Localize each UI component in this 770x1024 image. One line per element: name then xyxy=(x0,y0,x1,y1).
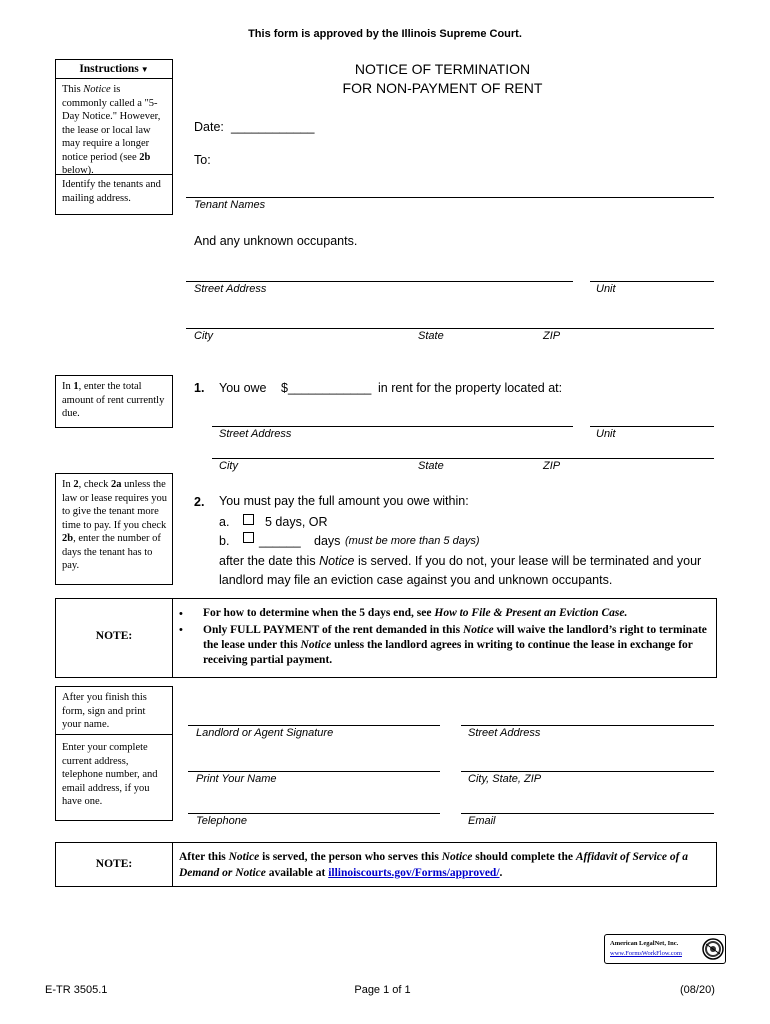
signature-label: Landlord or Agent Signature xyxy=(196,727,334,739)
note-2-divider xyxy=(172,843,173,886)
note-2-label: NOTE: xyxy=(95,858,133,870)
street-address-label-2: Street Address xyxy=(219,428,292,440)
instructions-text-4a: After you finish this form, sign and print your name. xyxy=(56,687,172,735)
to-label: To: xyxy=(194,153,211,167)
instructions-box-4 xyxy=(55,686,173,821)
instructions-box-1 xyxy=(55,59,173,215)
page-number: Page 1 of 1 xyxy=(354,984,411,996)
street-address-field-2[interactable] xyxy=(212,426,573,427)
city-label-1: City xyxy=(194,330,213,342)
state-label-1: State xyxy=(418,330,444,342)
title-line-1: NOTICE OF TERMINATION xyxy=(354,61,531,77)
signature-field[interactable] xyxy=(188,725,440,726)
instructions-box-3: In 2, check 2a unless the law or lease requires you to give the tenant more time to pay. If you check 2b, enter the number of days the tenant has to pay. xyxy=(55,473,173,585)
unit-label-1: Unit xyxy=(596,283,616,295)
item-1-you-owe: You owe xyxy=(219,381,267,395)
form-title xyxy=(280,60,605,98)
note-1-label: NOTE: xyxy=(95,630,133,642)
unit-field-1[interactable] xyxy=(590,281,714,282)
option-a-checkbox[interactable] xyxy=(243,514,254,525)
tenant-names-label: Tenant Names xyxy=(194,199,266,211)
form-id: E-TR 3505.1 xyxy=(45,984,108,996)
option-b-note: (must be more than 5 days) xyxy=(345,535,480,547)
landlord-street-field[interactable] xyxy=(461,725,714,726)
globe-icon xyxy=(702,938,724,960)
bullet-icon: • xyxy=(179,608,183,620)
telephone-field[interactable] xyxy=(188,813,440,814)
unknown-occupants-text: And any unknown occupants. xyxy=(194,234,358,248)
stamp-name: American LegalNet, Inc. xyxy=(610,940,679,947)
option-a-label: a. xyxy=(219,515,230,529)
note-box-1 xyxy=(55,598,717,678)
option-a-text: 5 days, OR xyxy=(265,515,328,529)
street-address-label-1: Street Address xyxy=(194,283,267,295)
note-2-text: After this Notice is served, the person who serves this Notice should complete the Affidavit of Service of a Demand or Notice available at illinoiscourts.gov/Forms/approved/. xyxy=(179,851,689,879)
date-label: Date: xyxy=(194,120,224,134)
note-1-bullet-2: Only FULL PAYMENT of the rent demanded in this Notice will waive the landlord’s right to terminate the lease under this Notice unless the landlord agrees in writing to continue the lease in exchange for receiving partial payment. xyxy=(203,624,707,666)
form-date: (08/20) xyxy=(680,984,715,996)
option-b-days: days xyxy=(314,534,341,548)
amount-owed-field[interactable]: $____________ xyxy=(281,381,372,395)
note-1-bullet-1: For how to determine when the 5 days end, see How to File & Present an Eviction Case. xyxy=(203,607,628,619)
title-line-2: FOR NON-PAYMENT OF RENT xyxy=(342,80,543,96)
zip-label-2: ZIP xyxy=(543,460,561,472)
note-box-2 xyxy=(55,842,717,887)
unit-label-2: Unit xyxy=(596,428,616,440)
date-field[interactable]: ____________ xyxy=(231,120,315,134)
city-label-2: City xyxy=(219,460,238,472)
street-address-field-1[interactable] xyxy=(186,281,573,282)
item-2-number: 2. xyxy=(194,495,205,509)
item-2-lead: You must pay the full amount you owe within: xyxy=(219,494,469,508)
instructions-box-2: In 1, enter the total amount of rent currently due. xyxy=(55,375,173,428)
forms-link[interactable]: illinoiscourts.gov/Forms/approved/ xyxy=(328,867,500,879)
print-name-field[interactable] xyxy=(188,771,440,772)
approval-text: This form is approved by the Illinois Supreme Court. xyxy=(248,28,522,40)
instructions-heading[interactable]: Instructions ▼ xyxy=(56,60,172,79)
city-state-zip-field-2[interactable] xyxy=(212,458,714,459)
instructions-text-2: Identify the tenants and mailing address. xyxy=(62,179,161,204)
instructions-text-1: This Notice is commonly called a "5-Day Notice." However, the lease or local law may require a longer notice period (see 2b below). xyxy=(56,79,172,175)
state-label-2: State xyxy=(418,460,444,472)
bullet-icon: • xyxy=(179,624,183,636)
item-2-after-text: after the date this Notice is served. If you do not, your lease will be terminated and your landlord may file an eviction case against you and unknown occupants. xyxy=(219,554,702,587)
print-name-label: Print Your Name xyxy=(196,773,277,785)
days-field[interactable]: ______ xyxy=(259,534,301,548)
instructions-text-4b: Enter your complete current address, telephone number, and email address, if you have one. xyxy=(62,742,158,807)
item-1-number: 1. xyxy=(194,381,205,395)
legalnet-stamp xyxy=(604,934,726,964)
telephone-label: Telephone xyxy=(196,815,247,827)
city-state-zip-field-1[interactable] xyxy=(186,328,714,329)
chevron-down-icon: ▼ xyxy=(140,65,149,74)
option-b-checkbox[interactable] xyxy=(243,532,254,543)
city-state-zip-label: City, State, ZIP xyxy=(468,773,542,785)
zip-label-1: ZIP xyxy=(543,330,561,342)
stamp-url[interactable]: www.FormsWorkFlow.com xyxy=(610,950,682,957)
unit-field-2[interactable] xyxy=(590,426,714,427)
landlord-street-label: Street Address xyxy=(468,727,541,739)
email-label: Email xyxy=(468,815,496,827)
note-1-divider xyxy=(172,599,173,677)
email-field[interactable] xyxy=(461,813,714,814)
tenant-names-field[interactable] xyxy=(186,197,714,198)
option-b-label: b. xyxy=(219,534,230,548)
city-state-zip-field-3[interactable] xyxy=(461,771,714,772)
item-1-rest: in rent for the property located at: xyxy=(378,381,563,395)
